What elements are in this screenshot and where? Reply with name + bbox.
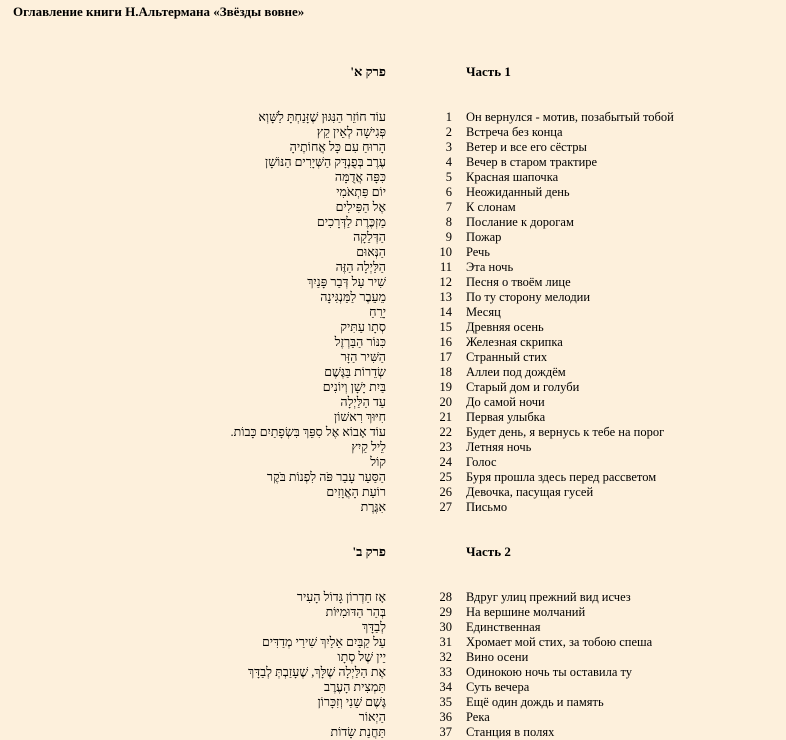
toc-row[interactable] [0, 380, 786, 395]
russian-title[interactable]: Летняя ночь [466, 440, 532, 454]
hebrew-title: הַסַּעַר עָבַר פֹּה לִפְנוֹת בֹּקֶר [266, 470, 386, 484]
russian-title[interactable]: Ещё один дождь и память [466, 695, 604, 709]
hebrew-title: גֶּשֶׁם שֵׁנִי וְזִכָּרוֹן [317, 695, 386, 709]
toc-row[interactable] [0, 140, 786, 155]
toc-row[interactable] [0, 695, 786, 710]
russian-title[interactable]: Аллеи под дождём [466, 365, 566, 379]
hebrew-title: בַּיִת יָשָׁן וְיוֹנִים [322, 380, 386, 394]
russian-title[interactable]: Буря прошла здесь перед рассветом [466, 470, 657, 484]
toc-row[interactable] [0, 485, 786, 500]
poem-number: 36 [439, 710, 452, 724]
hebrew-title: שִׁיר עַל דְּבַר פָּנַיִךְ [307, 275, 386, 289]
russian-title[interactable]: Железная скрипка [466, 335, 563, 349]
section-heading-russian: Часть 1 [466, 64, 511, 79]
poem-number: 4 [445, 155, 452, 169]
hebrew-title: שְׂדֵרוֹת בַּגֶּשֶׁם [324, 365, 386, 379]
poem-number: 21 [439, 410, 452, 424]
hebrew-title: עַד הַלַּיְלָה [340, 395, 386, 409]
hebrew-title: עוֹד חוֹזֵר הַנִּגּוּן שֶׁזָּנַחְתָּ לַשָּׁוְא [258, 110, 386, 124]
hebrew-title: תַּמְצִית הָעֶרֶב [323, 680, 386, 694]
hebrew-title: יוֹם פִּתְאֹמִי [336, 185, 386, 199]
poem-number: 22 [439, 425, 452, 439]
toc-row[interactable] [0, 350, 786, 365]
hebrew-title: אָז חַדְרוֹן גָּדוֹל הָעִיר [296, 590, 386, 604]
poem-number: 14 [439, 305, 452, 319]
poem-number: 10 [439, 245, 452, 259]
hebrew-title: הַשִּׁיר הַזָּר [340, 350, 386, 364]
poem-number: 8 [445, 215, 452, 229]
section-heading-hebrew: פרק א' [350, 64, 386, 79]
russian-title[interactable]: К слонам [466, 200, 516, 214]
poem-number: 25 [439, 470, 452, 484]
russian-title[interactable]: Хромает мой стих, за тобою спеша [466, 635, 653, 649]
russian-title[interactable]: Девочка, пасущая гусей [466, 485, 594, 499]
poem-number: 20 [439, 395, 452, 409]
russian-title[interactable]: До самой ночи [466, 395, 545, 409]
poem-number: 26 [439, 485, 452, 499]
hebrew-title: כִּנּוֹר הַבַּרְזֶל [334, 335, 386, 349]
toc-row[interactable] [0, 335, 786, 350]
toc-row[interactable] [0, 590, 786, 605]
toc-row[interactable] [0, 680, 786, 695]
poem-number: 24 [439, 455, 452, 469]
hebrew-title: כִּפָּה אֲדֻמָּה [334, 170, 386, 184]
russian-title[interactable]: Речь [466, 245, 491, 259]
toc-row[interactable] [0, 170, 786, 185]
russian-title[interactable]: Письмо [466, 500, 508, 514]
russian-title[interactable]: Вино осени [466, 650, 529, 664]
poem-number: 19 [439, 380, 452, 394]
russian-title[interactable]: Голос [466, 455, 497, 469]
russian-title[interactable]: На вершине молчаний [466, 605, 586, 619]
toc-row[interactable] [0, 305, 786, 320]
toc-row[interactable] [0, 275, 786, 290]
toc-row[interactable] [0, 215, 786, 230]
toc-row[interactable] [0, 260, 786, 275]
toc-row[interactable] [0, 500, 786, 515]
toc-row[interactable] [0, 365, 786, 380]
toc-row[interactable] [0, 455, 786, 470]
hebrew-title: יָרֵחַ [369, 305, 386, 319]
russian-title[interactable]: Первая улыбка [466, 410, 546, 424]
russian-title[interactable]: Встреча без конца [466, 125, 563, 139]
hebrew-title: יֵין שֶׁל סְתָו [337, 650, 386, 664]
russian-title[interactable]: Суть вечера [466, 680, 530, 694]
poem-number: 15 [439, 320, 452, 334]
russian-title[interactable]: Пожар [466, 230, 502, 244]
hebrew-title: הַדְּלֵקָה [353, 230, 386, 244]
section-heading-hebrew: פרק ב' [352, 544, 386, 559]
page-title: Оглавление книги Н.Альтермана «Звёзды вовне» [13, 4, 305, 19]
hebrew-title: בְּהַר הַדּוּמִיּוֹת [325, 605, 386, 619]
poem-number: 34 [439, 680, 452, 694]
russian-title[interactable]: Станция в полях [466, 725, 555, 739]
toc-row[interactable] [0, 395, 786, 410]
poem-number: 3 [445, 140, 452, 154]
poem-number: 37 [439, 725, 452, 739]
russian-title[interactable]: По ту сторону мелодии [466, 290, 591, 304]
toc-row[interactable] [0, 440, 786, 455]
russian-title[interactable]: Старый дом и голуби [466, 380, 580, 394]
russian-title[interactable]: Вдруг улиц прежний вид исчез [466, 590, 631, 604]
toc-row[interactable] [0, 470, 786, 485]
hebrew-title: אֶל הַפִּילִים [335, 200, 386, 214]
toc-row[interactable] [0, 320, 786, 335]
toc-row[interactable] [0, 230, 786, 245]
poem-number: 13 [439, 290, 452, 304]
hebrew-title: הַיְאוֹר [358, 710, 386, 724]
poem-number: 11 [439, 260, 452, 274]
hebrew-title: מַזְכֶּרֶת לַדְּרָכִים [316, 215, 386, 229]
toc-row[interactable] [0, 635, 786, 650]
russian-title[interactable]: Единственная [466, 620, 541, 634]
toc-row[interactable] [0, 650, 786, 665]
toc-row[interactable] [0, 185, 786, 200]
hebrew-title: הַנְּאוּם [356, 245, 386, 259]
hebrew-title: לֵיל קַיִץ [351, 440, 386, 454]
toc-row[interactable] [0, 620, 786, 635]
hebrew-title: מֵעֵבֶר לַמַּנְגִּינָה [320, 290, 386, 304]
russian-title[interactable]: Месяц [466, 305, 501, 319]
russian-title[interactable]: Странный стих [466, 350, 548, 364]
hebrew-title: פְּגִישָׁה לְאֵין קֵץ [316, 125, 386, 139]
poem-number: 12 [439, 275, 452, 289]
toc-row[interactable] [0, 155, 786, 170]
russian-title[interactable]: Вечер в старом трактире [466, 155, 598, 169]
hebrew-title: לְבַדָּךְ [361, 620, 386, 634]
hebrew-title: תַּחֲנַת שָׂדוֹת [330, 725, 386, 739]
poem-number: 18 [439, 365, 452, 379]
russian-title[interactable]: Древняя осень [466, 320, 544, 334]
russian-title[interactable]: Эта ночь [466, 260, 514, 274]
hebrew-title: עוֹד אָבוֹא אֶל סִפֵּךְ בִּשְׂפָתַיִם כָּבוֹת. [230, 425, 386, 439]
hebrew-title: חִיּוּךְ רִאשׁוֹן [333, 410, 386, 424]
toc-row[interactable] [0, 110, 786, 125]
toc-row[interactable] [0, 710, 786, 725]
hebrew-title: רוֹעַת הָאֲוָזִים [326, 485, 386, 499]
toc-row[interactable] [0, 245, 786, 260]
russian-title[interactable]: Красная шапочка [466, 170, 559, 184]
poem-number: 1 [445, 110, 452, 124]
toc-row[interactable] [0, 125, 786, 140]
russian-title[interactable]: Будет день, я вернусь к тебе на порог [466, 425, 665, 439]
poem-number: 33 [439, 665, 452, 679]
poem-number: 30 [439, 620, 452, 634]
poem-number: 17 [439, 350, 452, 364]
section-heading-russian: Часть 2 [466, 544, 511, 559]
poem-number: 28 [439, 590, 452, 604]
poem-number: 31 [439, 635, 452, 649]
poem-number: 27 [439, 500, 452, 514]
hebrew-title: אִגֶּרֶת [360, 500, 386, 514]
hebrew-title: אֶת הַלַּיְלָה שֶׁלָּךְ, שֶׁעָזַבְתְּ לְבַדָּךְ [247, 665, 386, 679]
poem-number: 16 [439, 335, 452, 349]
poem-number: 9 [445, 230, 452, 244]
russian-title[interactable]: Песня о твоём лице [466, 275, 571, 289]
toc-row[interactable] [0, 605, 786, 620]
poem-number: 7 [445, 200, 452, 214]
hebrew-title: עַל קַבַּיִם אֵלַיִךְ שִׁירַי מְדַדִּים [261, 635, 386, 649]
poem-number: 35 [439, 695, 452, 709]
poem-number: 5 [445, 170, 452, 184]
toc-row[interactable] [0, 200, 786, 215]
hebrew-title: סְתָו עַתִּיק [340, 320, 386, 334]
poem-number: 6 [445, 185, 452, 199]
hebrew-title: קוֹל [370, 455, 386, 469]
toc-row[interactable] [0, 410, 786, 425]
russian-title[interactable]: Неожиданный день [466, 185, 570, 199]
russian-title[interactable]: Ветер и все его сёстры [466, 140, 587, 154]
hebrew-title: הָרוּחַ עִם כָּל אֲחוֹתֶיהָ [289, 140, 386, 154]
poem-number: 29 [439, 605, 452, 619]
poem-number: 2 [445, 125, 452, 139]
hebrew-title: הַלַּיְלָה הַזֶּה [335, 260, 386, 274]
poem-number: 23 [439, 440, 452, 454]
russian-title[interactable]: Послание к дорогам [466, 215, 574, 229]
poem-number: 32 [439, 650, 452, 664]
russian-title[interactable]: Одинокою ночь ты оставила ту [466, 665, 633, 679]
russian-title[interactable]: Он вернулся - мотив, позабытый тобой [466, 110, 674, 124]
toc-row[interactable] [0, 425, 786, 440]
toc-row[interactable] [0, 290, 786, 305]
hebrew-title: עֶרֶב בְּפֻנְדָּק הַשְּׁיָרִים הַנּוֹשָׁן [265, 155, 386, 169]
russian-title[interactable]: Река [466, 710, 490, 724]
toc-row[interactable] [0, 665, 786, 680]
